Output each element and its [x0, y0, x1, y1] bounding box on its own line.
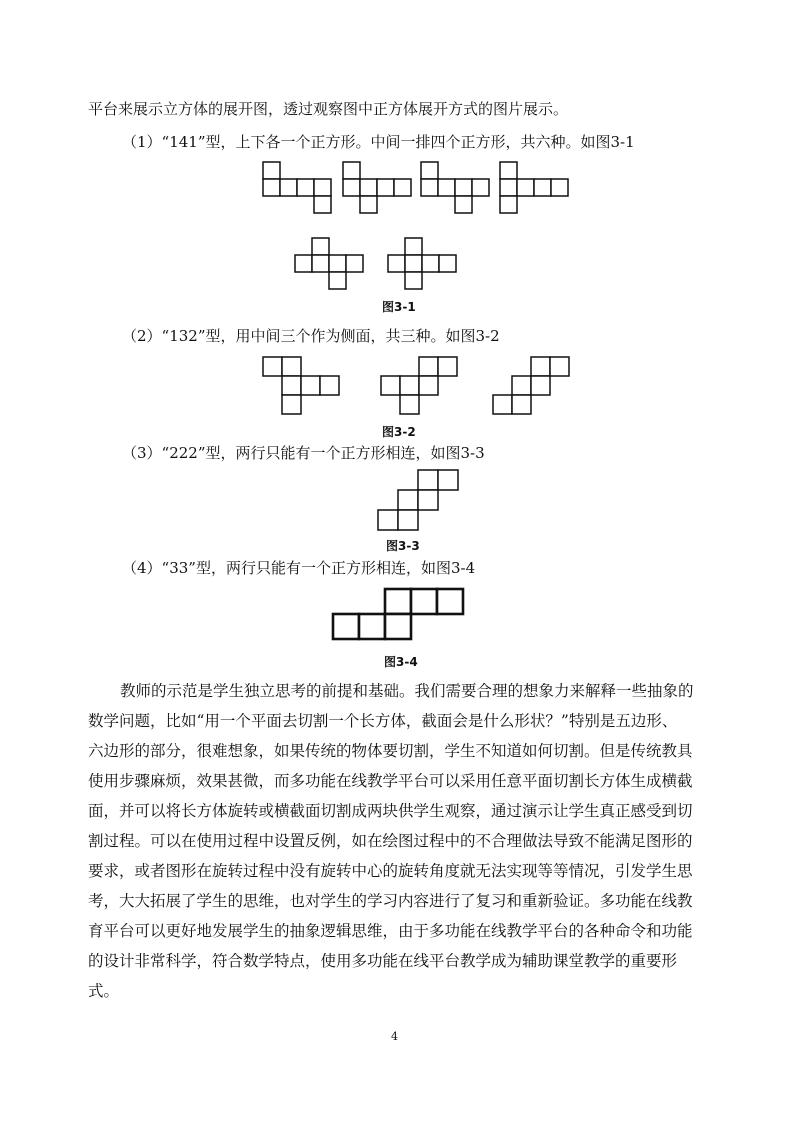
paragraph-line: 割过程。可以在使用过程中设置反例，如在绘图过程中的不合理做法导致不能满足图形的: [88, 832, 693, 850]
paragraph-line: 的设计非常科学，符合数学特点，使用多功能在线平台教学成为辅助课堂教学的重要形: [88, 952, 678, 970]
paragraph-line: 式。: [88, 982, 120, 1000]
paragraph-line: 要求，或者图形在旋转过程中没有旋转中心的旋转角度就无法实现等等情况，引发学生思: [88, 862, 693, 880]
paragraph-line: 六边形的部分，很难想象，如果传统的物体要切割，学生不知道如何切割。但是传统教具: [88, 742, 693, 760]
figure-3-4-caption: 图3-4: [384, 655, 418, 669]
figure-3-2-caption: 图3-2: [382, 425, 416, 439]
paragraph-line: 育平台可以更好地发展学生的抽象逻辑思维，由于多功能在线教学平台的各种命令和功能: [88, 922, 693, 940]
paragraph-line: 考，大大拓展了学生的思维，也对学生的学习内容进行了复习和重新验证。多功能在线教: [88, 892, 693, 910]
section-1-heading: （1）“141”型，上下各一个正方形。中间一排四个正方形，共六种。如图3-1: [122, 133, 635, 151]
paragraph-line: 面，并可以将长方体旋转或横截面切割成两块供学生观察，通过演示让学生真正感受到切: [88, 802, 693, 820]
paragraph-line: 数学问题，比如“用一个平面去切割一个长方体，截面会是什么形状？”特别是五边形、: [88, 712, 678, 730]
section-3-heading: （3）“222”型，两行只能有一个正方形相连，如图3-3: [122, 444, 485, 462]
body-paragraph: [88, 676, 714, 1006]
section-2-heading: （2）“132”型，用中间三个作为侧面，共三种。如图3-2: [122, 327, 500, 345]
figure-3-1-caption: 图3-1: [382, 300, 416, 314]
paragraph-line: 教师的示范是学生独立思考的前提和基础。我们需要合理的想象力来解释一些抽象的: [120, 682, 694, 700]
section-4-heading: （4）“33”型，两行只能有一个正方形相连，如图3-4: [122, 559, 476, 577]
intro-line: 平台来展示立方体的展开图，透过观察图中正方体展开方式的图片展示。: [88, 100, 569, 118]
figure-3-3-caption: 图3-3: [386, 539, 420, 553]
page-number: 4: [391, 1030, 398, 1043]
paragraph-line: 使用步骤麻烦，效果甚微，而多功能在线教学平台可以采用任意平面切割长方体生成横截: [88, 772, 693, 790]
net-4-1: [333, 589, 463, 639]
